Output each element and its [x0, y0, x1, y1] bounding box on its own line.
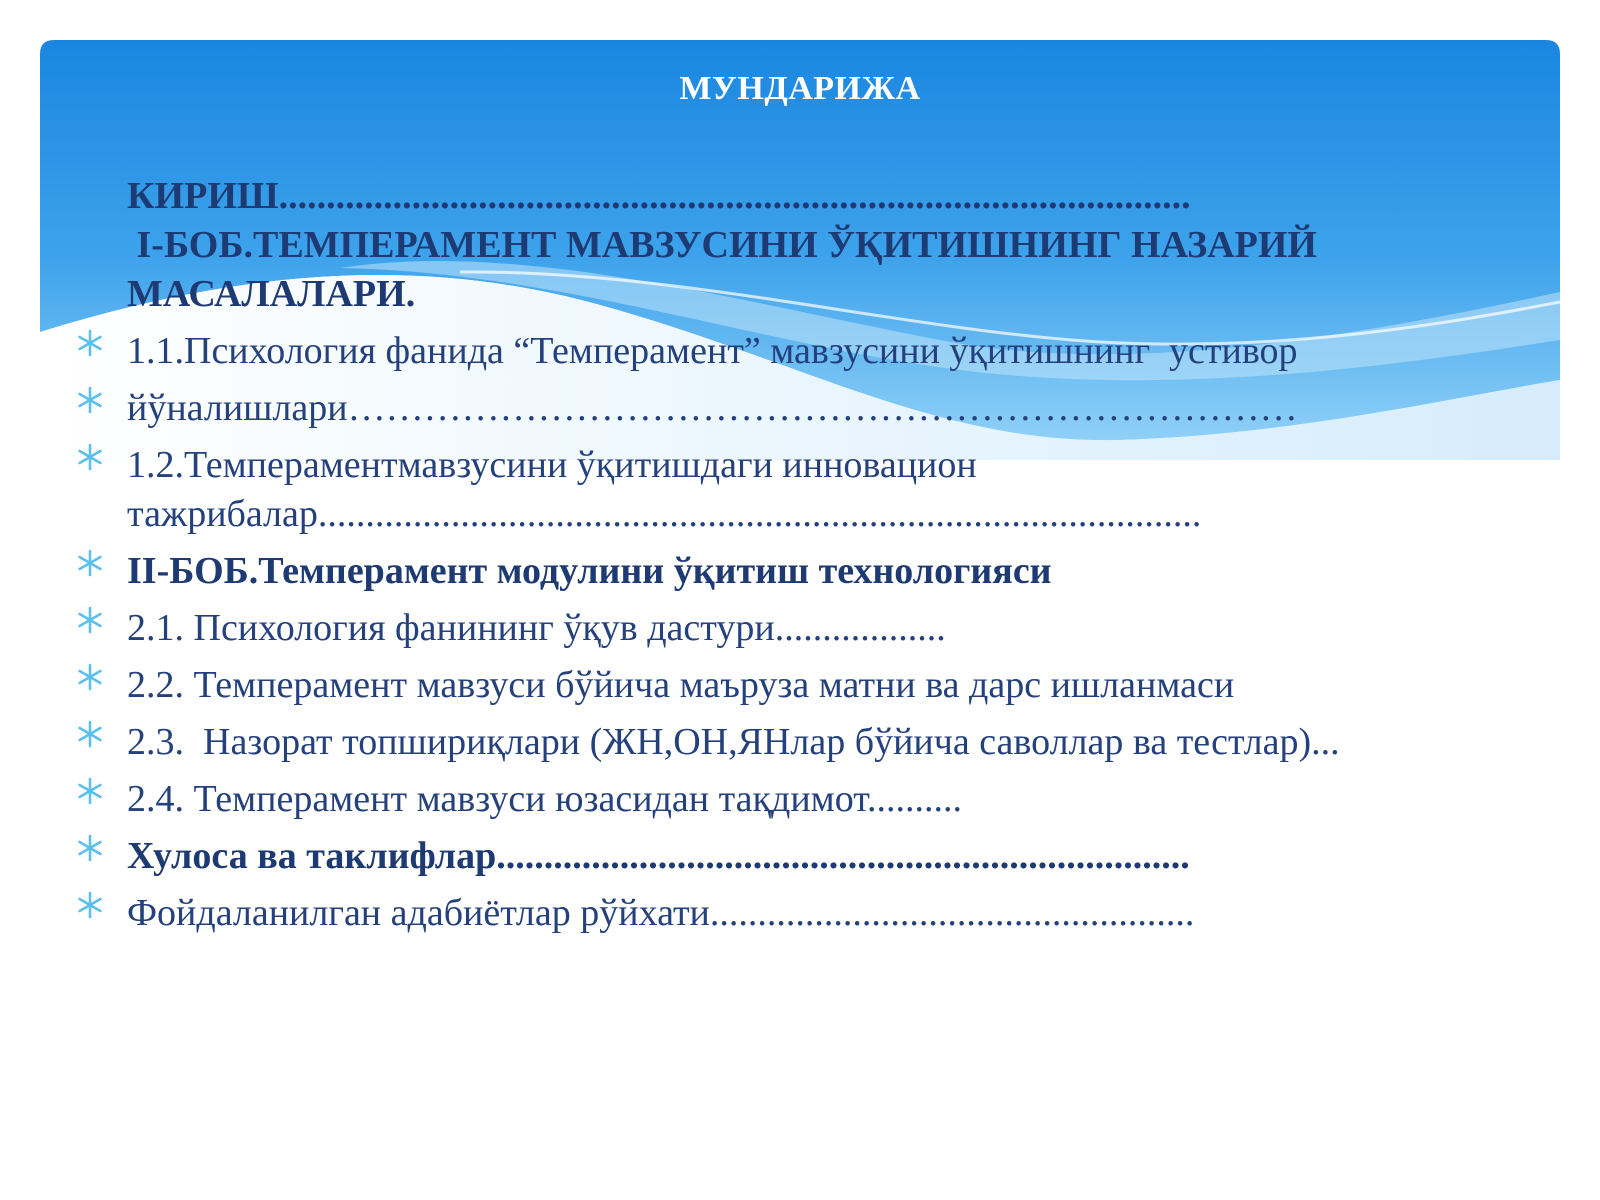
- list-item-text: 2.4. Темперамент мавзуси юзасидан тақдимот..........: [127, 778, 962, 820]
- asterisk-bullet-icon: [76, 443, 104, 471]
- asterisk-bullet-icon: [76, 777, 104, 805]
- list-item: [0, 441, 1600, 539]
- asterisk-bullet-icon: [76, 549, 104, 577]
- asterisk-bullet-icon: [76, 329, 104, 357]
- list-item: [0, 832, 1600, 881]
- toc-heading-chapter-1: [0, 221, 1600, 319]
- list-item-text: Хулоса ва таклифлар.........................................................................: [127, 835, 1190, 877]
- list-item-text: Фойдаланилган адабиётлар рўйхати...................................................: [127, 892, 1195, 934]
- list-item-text: 1.1.Психология фанида “Темперамент” мавзусини ўқитишнинг устивор: [127, 330, 1298, 372]
- asterisk-bullet-icon: [76, 606, 104, 634]
- asterisk-bullet-icon: [76, 891, 104, 919]
- toc-heading-intro: [0, 172, 1600, 221]
- list-item: [0, 327, 1600, 376]
- toc-heading-chapter-1-text: І-БОБ.ТЕМПЕРАМЕНТ МАВЗУСИНИ ЎҚИТИШНИНГ НАЗАРИЙ МАСАЛАЛАРИ.: [127, 224, 1327, 315]
- table-of-contents: [0, 172, 1600, 938]
- list-item-text: йўналишлари…………………………………………………………………: [127, 387, 1298, 429]
- list-item: [0, 661, 1600, 710]
- toc-heading-intro-text: КИРИШ................................................................................................: [127, 175, 1191, 217]
- list-item-text: ІІ-БОБ.Темперамент модулини ўқитиш технологияси: [127, 550, 1052, 592]
- asterisk-bullet-icon: [76, 663, 104, 691]
- list-item-text: 2.3. Назорат топшириқлари (ЖН,ОН,ЯНлар бўйича саволлар ва тестлар)...: [127, 721, 1340, 763]
- slide-title: МУНДАРИЖА: [679, 70, 921, 107]
- list-item: [0, 775, 1600, 824]
- asterisk-bullet-icon: [76, 720, 104, 748]
- list-item-text: 2.1. Психология фанининг ўқув дастури..................: [127, 607, 946, 649]
- asterisk-bullet-icon: [76, 386, 104, 414]
- list-item: [0, 547, 1600, 596]
- list-item: [0, 384, 1600, 433]
- list-item: [0, 718, 1600, 767]
- asterisk-bullet-icon: [76, 834, 104, 862]
- list-item-text: 2.2. Темперамент мавзуси бўйича маъруза матни ва дарс ишланмаси: [127, 664, 1235, 706]
- list-item-text: 1.2.Темпераментмавзусини ўқитишдаги инновацион тажрибалар.............................................................................................: [127, 444, 1202, 535]
- list-item: [0, 889, 1600, 938]
- list-item: [0, 604, 1600, 653]
